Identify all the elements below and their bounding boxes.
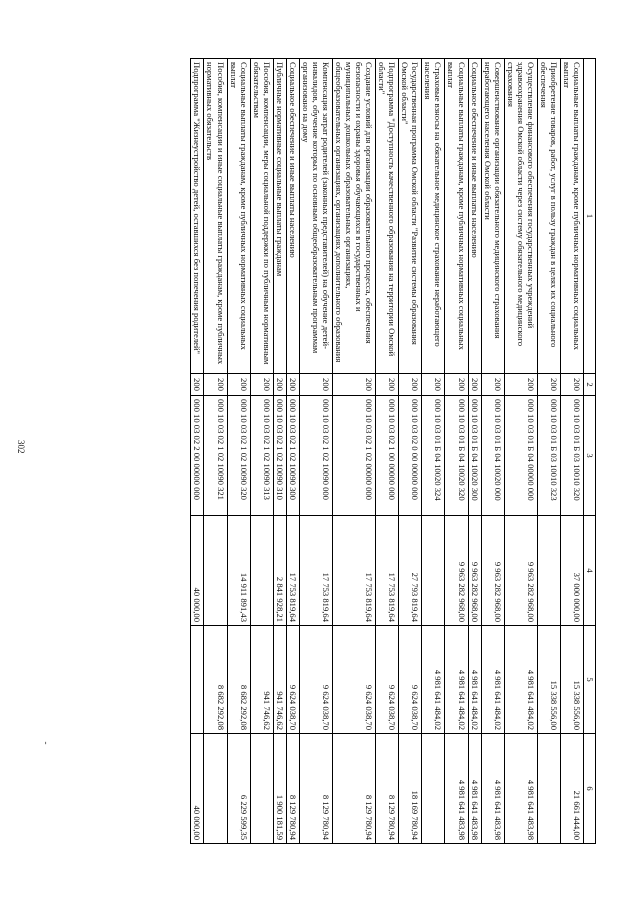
budget-table-wrapper: [56, 58, 596, 843]
cell-col5: [191, 626, 204, 734]
cell-col4: 9 963 282 968,00: [468, 516, 481, 626]
header-col-6: 6: [584, 734, 596, 844]
cell-code: 200: [468, 374, 481, 396]
table-row: [399, 59, 422, 844]
cell-col5: 941 746,62: [273, 626, 286, 734]
table-row: [191, 59, 204, 844]
cell-col5: 9 624 038,70: [399, 626, 422, 734]
cell-col6: 40 000,00: [191, 734, 204, 844]
cell-name: Публичные нормативные социальные выплаты гражданам: [273, 59, 286, 374]
cell-name: Социальное обеспечение и иные выплаты населению: [468, 59, 481, 374]
cell-name: Социальные выплаты гражданам, кроме публичных нормативных социальных выплат: [227, 59, 250, 374]
cell-col5: 9 624 038,70: [299, 626, 332, 734]
table-row: [299, 59, 332, 844]
cell-col6: 8 129 780,94: [286, 734, 299, 844]
table-row: [204, 59, 227, 844]
cell-col6: 4 981 641 483,98: [445, 734, 468, 844]
cell-col5: 941 746,62: [250, 626, 273, 734]
cell-code: 200: [286, 374, 299, 396]
cell-col4: [250, 516, 273, 626]
cell-col4: 9 963 282 968,00: [504, 516, 537, 626]
cell-code: 200: [273, 374, 286, 396]
cell-col5: 8 682 292,08: [204, 626, 227, 734]
cell-name: Социальное обеспечение и иные выплаты населению: [286, 59, 299, 374]
cell-col5: 8 682 292,08: [227, 626, 250, 734]
cell-col6: 1 900 181,59: [273, 734, 286, 844]
cell-col5: 4 981 641 484,02: [468, 626, 481, 734]
cell-kbk: 000 10 03 01 Б 04 10020 000: [481, 396, 504, 516]
table-row: [481, 59, 504, 844]
cell-code: 200: [227, 374, 250, 396]
table-row: [376, 59, 399, 844]
cell-col4: 40 000,00: [191, 516, 204, 626]
budget-table: [190, 58, 596, 844]
cell-col4: 17 753 819,64: [376, 516, 399, 626]
cell-col6: 4 981 641 483,98: [504, 734, 537, 844]
cell-col4: 9 963 282 968,00: [445, 516, 468, 626]
cell-kbk: 000 10 03 02 1 02 10090 300: [286, 396, 299, 516]
cell-col4: 2 841 928,21: [273, 516, 286, 626]
cell-name: Подпрограмма "Доступность качественного образования на территории Омской области": [376, 59, 399, 374]
table-row: [445, 59, 468, 844]
cell-kbk: 000 10 03 02 1 02 10090 313: [250, 396, 273, 516]
cell-name: Социальные выплаты гражданам, кроме публичных нормативных социальных выплат: [445, 59, 468, 374]
cell-kbk: 000 10 03 01 Б 04 00000 000: [504, 396, 537, 516]
cell-name: Подпрограмма "Жизнеустройство детей, оставшихся без попечения родителей": [191, 59, 204, 374]
cell-col4: 9 963 282 968,00: [481, 516, 504, 626]
cell-col4: [204, 516, 227, 626]
cell-kbk: 000 10 03 02 1 02 10090 320: [227, 396, 250, 516]
header-col-5: 5: [584, 626, 596, 734]
cell-code: 200: [299, 374, 332, 396]
table-row: [250, 59, 273, 844]
cell-col6: 21 661 444,00: [560, 734, 583, 844]
header-row: [584, 59, 596, 844]
stray-mark: -: [41, 741, 52, 745]
cell-kbk: 000 10 03 01 Б 04 10020 300: [468, 396, 481, 516]
cell-code: 200: [376, 374, 399, 396]
cell-col6: 4 981 641 483,98: [468, 734, 481, 844]
table-row: [504, 59, 537, 844]
cell-col4: [422, 516, 445, 626]
cell-code: 200: [422, 374, 445, 396]
table-row: [227, 59, 250, 844]
cell-name: Компенсация затрат родителей (законных представителей) на обучение детей-инвалидов, обучение которых по основным общеобразовательным программам организовано на дому: [299, 59, 332, 374]
cell-col4: 27 793 819,64: [399, 516, 422, 626]
cell-kbk: 000 10 03 02 1 02 10090 000: [299, 396, 332, 516]
cell-code: 200: [191, 374, 204, 396]
cell-col4: 17 753 819,64: [332, 516, 375, 626]
cell-col6: 8 129 780,94: [376, 734, 399, 844]
cell-kbk: 000 10 03 01 Б 04 10020 320: [445, 396, 468, 516]
cell-kbk: 000 10 03 01 Б 03 10010 320: [560, 396, 583, 516]
cell-col6: [250, 734, 273, 844]
cell-kbk: 000 10 03 02 1 02 00000 000: [332, 396, 375, 516]
cell-code: 200: [399, 374, 422, 396]
cell-col6: [422, 734, 445, 844]
cell-col5: 15 338 556,00: [560, 626, 583, 734]
cell-col4: 17 753 819,64: [286, 516, 299, 626]
cell-col6: 6 229 599,35: [227, 734, 250, 844]
cell-name: Пособия, компенсации, меры социальной поддержки по публичным нормативным обязательствам: [250, 59, 273, 374]
cell-code: 200: [204, 374, 227, 396]
table-row: [537, 59, 560, 844]
cell-name: Государственная программа Омской области "Развитие системы образования Омской области": [399, 59, 422, 374]
cell-kbk: 000 10 03 02 1 02 10090 321: [204, 396, 227, 516]
cell-kbk: 000 10 03 01 Б 03 10010 323: [537, 396, 560, 516]
cell-name: Страховые взносы на обязательное медицинское страхование неработающего населения: [422, 59, 445, 374]
cell-kbk: 000 10 03 02 1 00 00000 000: [376, 396, 399, 516]
cell-name: Создание условий для организации образовательного процесса, обеспечения безопасности и охраны здоровья обучающихся в государственных и муниципальных дошкольных образовательных организациях, общеобразовательных организациях, организациях дополнительного образования: [332, 59, 375, 374]
header-col-3: 3: [584, 396, 596, 516]
cell-kbk: 000 10 03 02 2 00 00000 000: [191, 396, 204, 516]
cell-kbk: 000 10 03 02 0 00 00000 000: [399, 396, 422, 516]
header-col-4: 4: [584, 516, 596, 626]
cell-col5: 9 624 038,70: [376, 626, 399, 734]
cell-kbk: 000 10 03 01 Б 04 10020 324: [422, 396, 445, 516]
cell-col4: 37 000 000,00: [560, 516, 583, 626]
cell-name: Совершенствование организации обязательного медицинского страхования неработающего населения Омской области: [481, 59, 504, 374]
cell-col5: 15 338 556,00: [537, 626, 560, 734]
cell-name: Осуществление финансового обеспечения государственных учреждений здравоохранения Омской области через систему обязательного медицинского страхования: [504, 59, 537, 374]
cell-code: 200: [445, 374, 468, 396]
cell-col4: 17 753 819,64: [299, 516, 332, 626]
cell-code: 200: [481, 374, 504, 396]
cell-code: 200: [504, 374, 537, 396]
cell-code: 200: [560, 374, 583, 396]
table-row: [560, 59, 583, 844]
cell-name: Пособия, компенсации и иные социальные выплаты гражданам, кроме публичных нормативных обязательств: [204, 59, 227, 374]
cell-name: Приобретение товаров, работ, услуг в пользу граждан в целях их социального обеспечения: [537, 59, 560, 374]
header-col-2: 2: [584, 374, 596, 396]
table-row: [422, 59, 445, 844]
cell-code: 200: [250, 374, 273, 396]
cell-col6: 4 981 641 483,98: [481, 734, 504, 844]
table-row: [286, 59, 299, 844]
cell-col5: 4 981 641 484,02: [445, 626, 468, 734]
cell-col5: 4 981 641 484,02: [422, 626, 445, 734]
cell-col4: 14 911 891,43: [227, 516, 250, 626]
cell-col6: [537, 734, 560, 844]
cell-col6: [204, 734, 227, 844]
table-row: [273, 59, 286, 844]
cell-kbk: 000 10 03 02 1 02 10090 310: [273, 396, 286, 516]
page-number: 302: [16, 440, 26, 454]
cell-col6: 8 129 780,94: [299, 734, 332, 844]
table-body: [191, 59, 584, 844]
cell-col5: 9 624 038,70: [286, 626, 299, 734]
cell-name: Социальные выплаты гражданам, кроме публичных нормативных социальных выплат: [560, 59, 583, 374]
table-row: [332, 59, 375, 844]
header-col-1: 1: [584, 59, 596, 374]
cell-col5: 4 981 641 484,02: [504, 626, 537, 734]
cell-code: 200: [332, 374, 375, 396]
cell-col5: 9 624 038,70: [332, 626, 375, 734]
cell-col6: 8 129 780,94: [332, 734, 375, 844]
table-row: [468, 59, 481, 844]
cell-col4: [537, 516, 560, 626]
cell-code: 200: [537, 374, 560, 396]
cell-col6: 18 169 780,94: [399, 734, 422, 844]
cell-col5: 4 981 641 484,02: [481, 626, 504, 734]
